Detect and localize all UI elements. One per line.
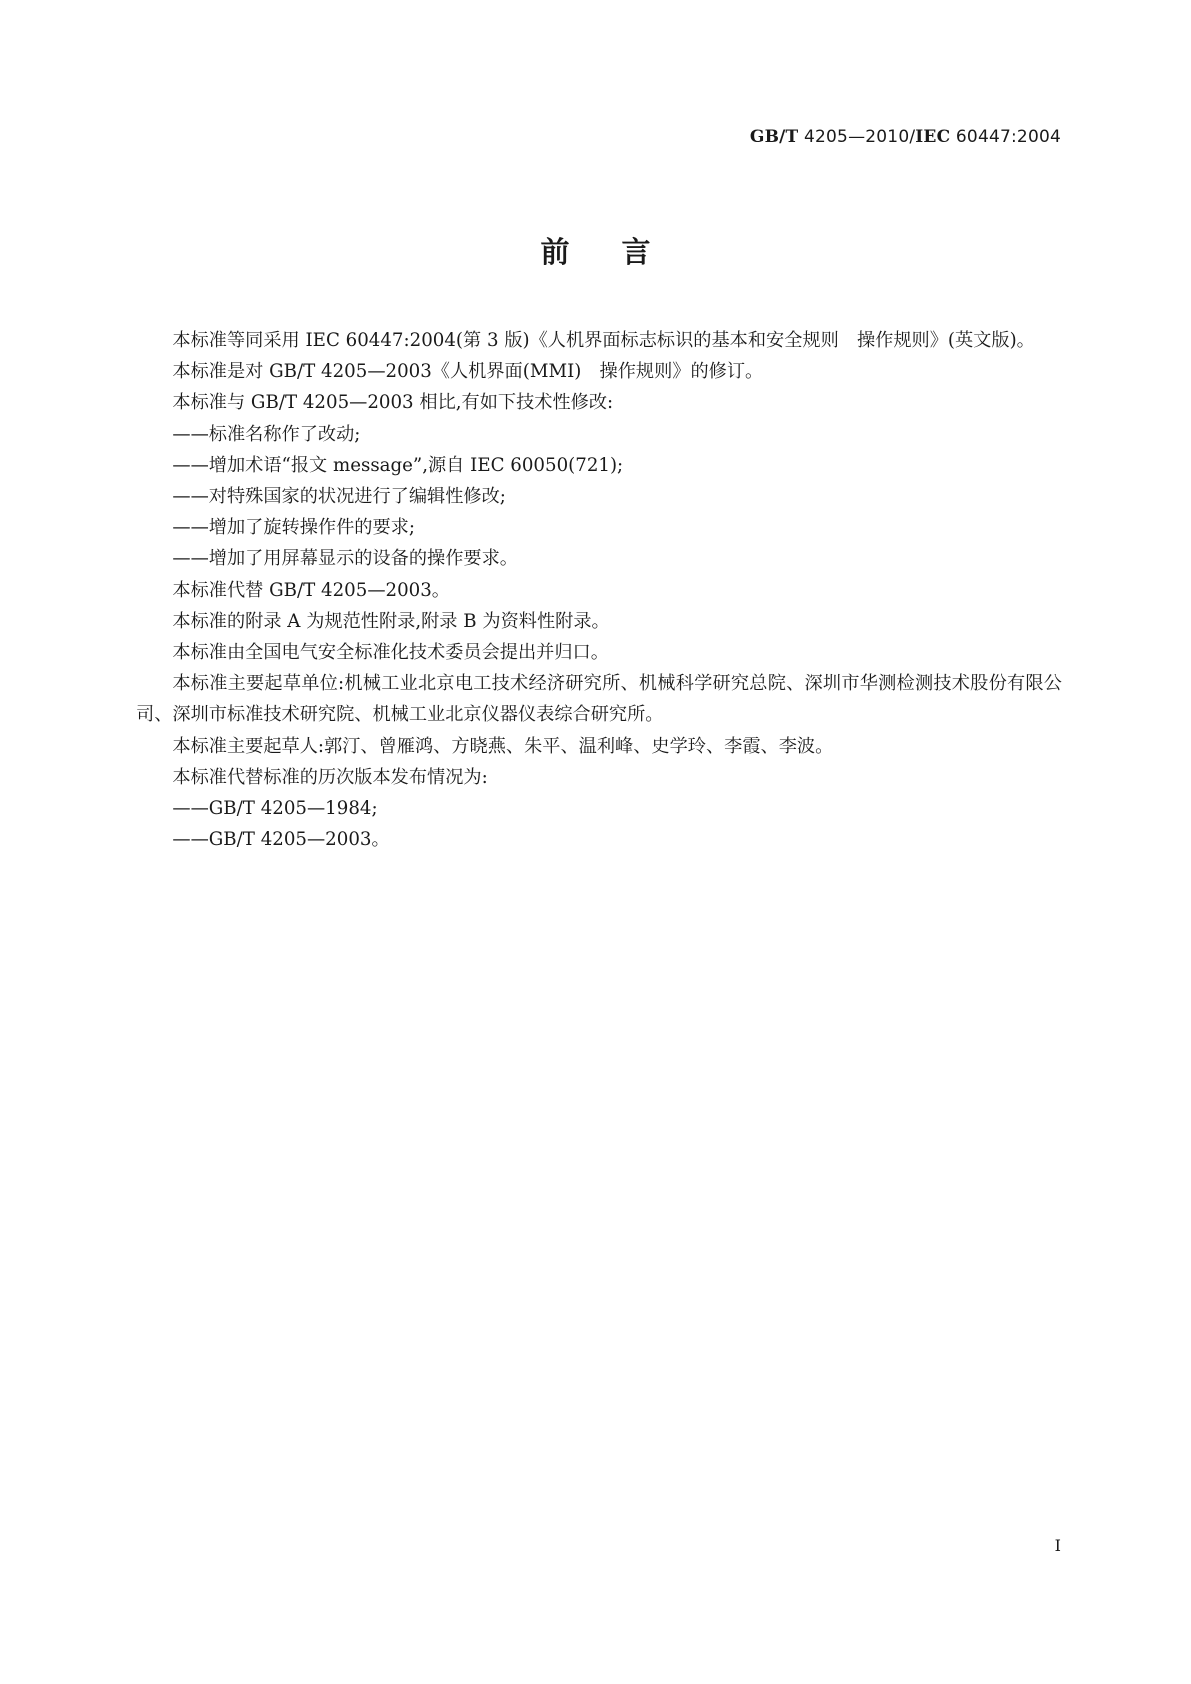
paragraph-drafters: 本标准主要起草人:郭汀、曾雁鸿、方晓燕、朱平、温利峰、史学玲、李霞、李波。 — [172, 735, 834, 757]
foreword-body — [136, 325, 1062, 855]
paragraph-annexes: 本标准的附录 A 为规范性附录,附录 B 为资料性附录。 — [172, 610, 610, 632]
standard-number — [750, 127, 1061, 147]
list-item: ——增加术语“报文 message”,源自 IEC 60050(721); — [172, 454, 624, 476]
standard-number-iec-code: 60447:2004 — [950, 127, 1061, 147]
paragraph-revision: 本标准是对 GB/T 4205—2003《人机界面(MMI) 操作规则》的修订。 — [172, 361, 764, 383]
standard-number-iec: IEC — [915, 127, 951, 147]
list-item: ——GB/T 4205—2003。 — [172, 829, 390, 851]
list-item: ——GB/T 4205—1984; — [172, 798, 378, 820]
page-title: 前言 — [540, 235, 703, 269]
page-number: I — [1054, 1536, 1061, 1555]
list-item: ——增加了旋转操作件的要求; — [172, 517, 415, 539]
paragraph-history-intro: 本标准代替标准的历次版本发布情况为: — [172, 766, 488, 788]
standard-number-code: 4205—2010/ — [798, 127, 916, 147]
list-item: ——增加了用屏幕显示的设备的操作要求。 — [172, 548, 518, 570]
paragraph-drafting-units: 本标准主要起草单位:机械工业北京电工技术经济研究所、机械科学研究总院、深圳市华测检测技术股份有限公司、深圳市标准技术研究院、机械工业北京仪器仪表综合研究所。 — [136, 673, 1062, 726]
paragraph-adoption: 本标准等同采用 IEC 60447:2004(第 3 版)《人机界面标志标识的基本和安全规则 操作规则》(英文版)。 — [172, 330, 1035, 351]
paragraph-changes-intro: 本标准与 GB/T 4205—2003 相比,有如下技术性修改: — [172, 392, 614, 414]
standard-number-prefix: GB/T — [749, 127, 799, 147]
list-item: ——标准名称作了改动; — [172, 423, 361, 445]
list-item: ——对特殊国家的状况进行了编辑性修改; — [172, 486, 506, 508]
paragraph-replaces: 本标准代替 GB/T 4205—2003。 — [172, 579, 450, 601]
paragraph-proposer: 本标准由全国电气安全标准化技术委员会提出并归口。 — [172, 642, 609, 664]
